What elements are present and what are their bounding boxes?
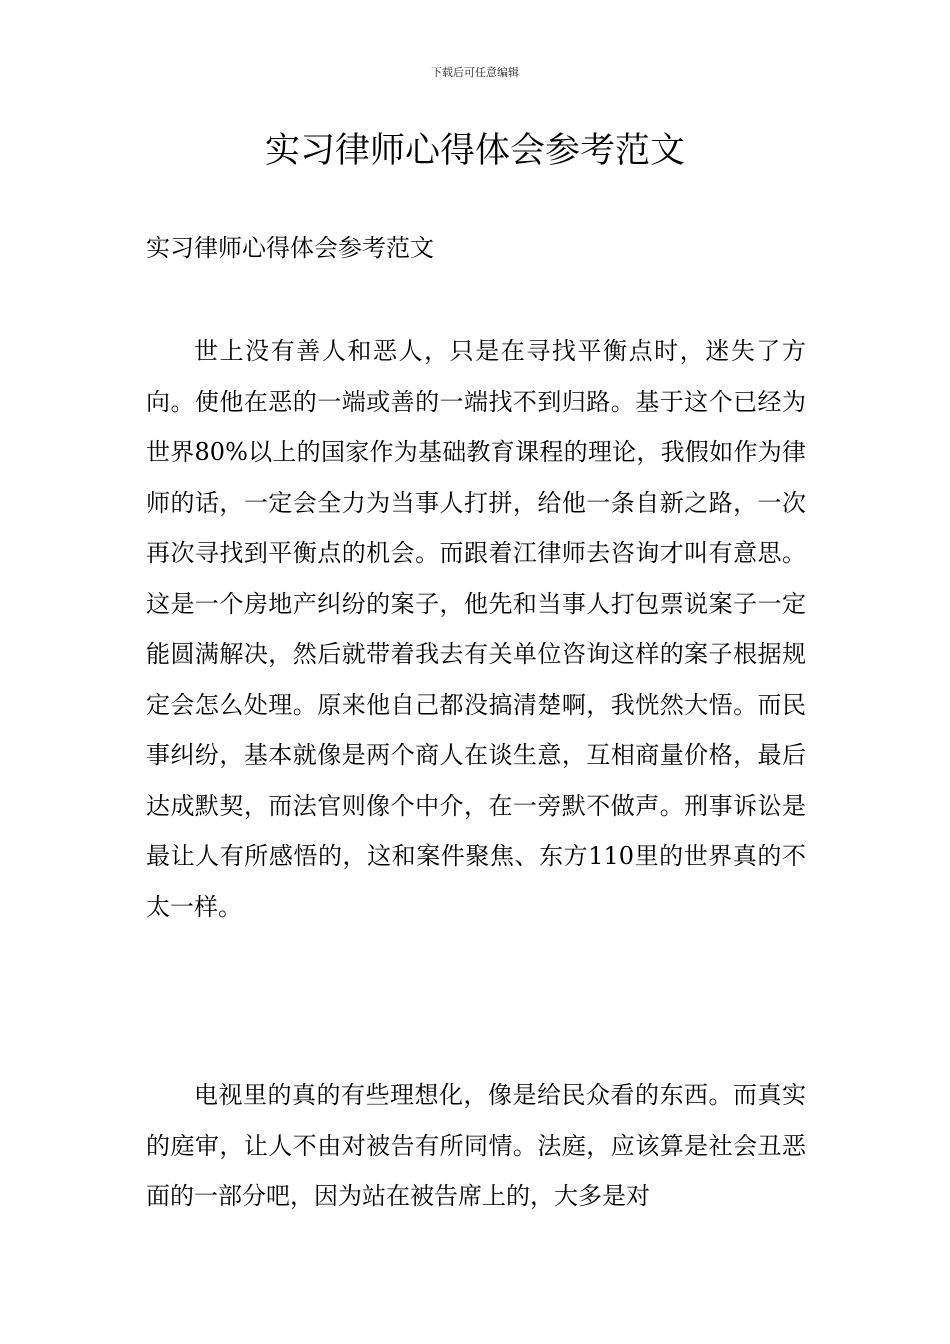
document-title: 实习律师心得体会参考范文 bbox=[264, 131, 685, 171]
body-paragraph: 电视里的真的有些理想化，像是给民众看的东西。而真实的庭审，让人不由对被告有所同情。法庭，应该算是社会丑恶面的一部分吧，因为站在被告席上的，大多是对 bbox=[146, 1081, 806, 1210]
body-paragraph: 世上没有善人和恶人，只是在寻找平衡点时，迷失了方向。使他在恶的一端或善的一端找不到归路。基于这个已经为世界80%以上的国家作为基础教育课程的理论，我假如作为律师的话，一定会全力为当事人打拼，给他一条自新之路，一次再次寻找到平衡点的机会。而跟着江律师去咨询才叫有意思。这是一个房地产纠纷的案子，他先和当事人打包票说案子一定能圆满解决，然后就带着我去有关单位咨询这样的案子根据规定会怎么处理。原来他自己都没搞清楚啊，我恍然大悟。而民事纠纷，基本就像是两个商人在谈生意，互相商量价格，最后达成默契，而法官则像个中介，在一旁默不做声。刑事诉讼是最让人有所感悟的，这和案件聚焦、东方110里的世界真的不太一样。 bbox=[146, 337, 806, 921]
header-note: 下载后可任意编辑 bbox=[431, 66, 519, 79]
document-subtitle: 实习律师心得体会参考范文 bbox=[146, 234, 434, 262]
